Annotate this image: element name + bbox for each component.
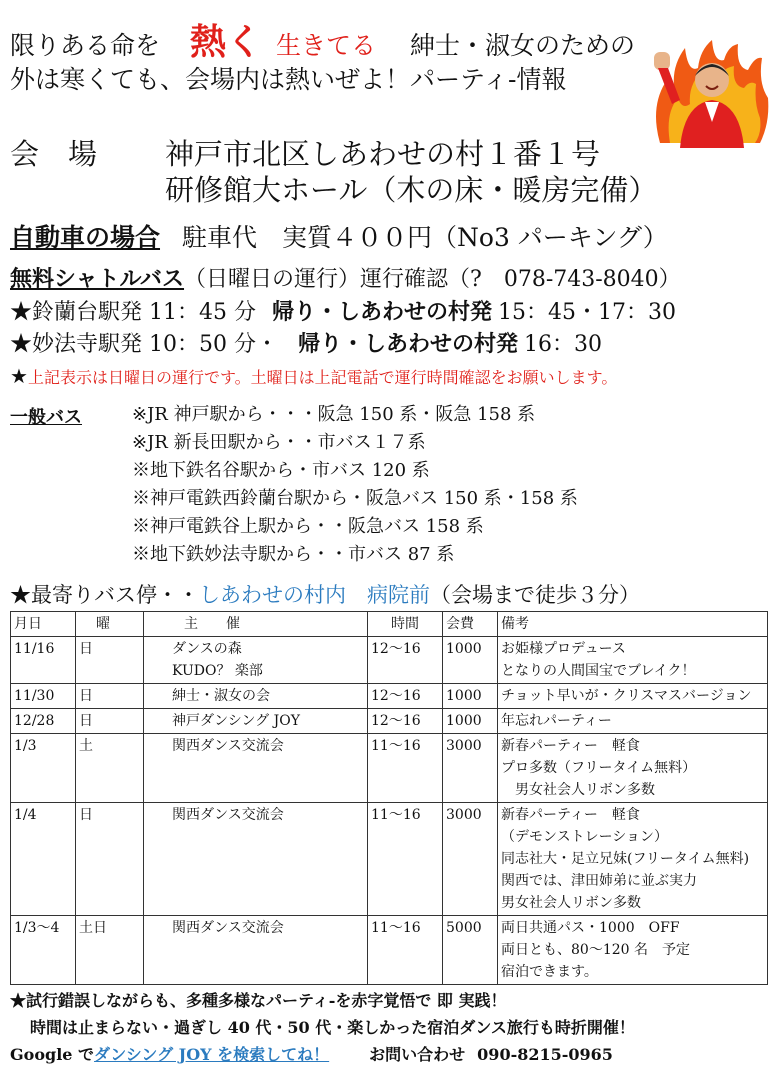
google-search-link[interactable]: ダンシング JOY を検索してね！ [94,1045,330,1064]
row-date: 1/3～4 [11,916,76,985]
row-date: 11/30 [11,684,76,709]
row-date: 1/4 [11,803,76,916]
header-notes: 備考 [498,612,768,637]
row-organizer [144,803,368,916]
table-row [11,916,768,985]
row-fee: 1000 [443,709,498,734]
row-time: 12～16 [368,709,443,734]
table-row [11,803,768,916]
bus-label: 一般バス [10,407,82,428]
table-row [11,684,768,709]
row-organizer [144,637,368,684]
bus-route: ※神戸電鉄西鈴蘭台駅から・阪急バス 150 系・158 系 [132,488,578,509]
row-day: 日 [76,709,144,734]
shuttle-label: 無料シャトルバス [10,266,185,292]
row-fee: 1000 [443,684,498,709]
header-organizer: 主 催 [144,612,368,637]
row-time: 11～16 [368,803,443,916]
organizer-line: 関西ダンス交流会 [172,920,284,936]
row-fee: 3000 [443,803,498,916]
shuttle-route-1-return: 帰り・しあわせの村発 [271,299,492,325]
row-time: 11～16 [368,916,443,985]
shuttle-route-2-return: 帰り・しあわせの村発 [297,331,518,357]
table-row [11,709,768,734]
note-line: お姫様プロデュース [501,641,626,657]
note-line: となりの人間国宝でブレイク！ [501,663,696,679]
contact-phone[interactable]: 090-8215-0965 [477,1045,613,1064]
row-day: 日 [76,684,144,709]
organizer-line: 紳士・淑女の会 [172,688,270,704]
header-time: 時間 [368,612,443,637]
bus-route: ※神戸電鉄谷上駅から・・阪急バス 158 系 [132,516,484,537]
note-line: 関西では、津田姉弟に並ぶ実力 [501,873,697,889]
footer-line-3 [10,1042,613,1065]
fire-mascot-icon [650,38,770,148]
row-fee: 3000 [443,734,498,803]
car-label: 自動車の場合 [10,223,161,252]
organizer-line: 関西ダンス交流会 [172,738,284,754]
row-date: 11/16 [11,637,76,684]
venue-hall: 研修館大ホール（木の床・暖房完備） [165,173,658,207]
contact-label: お問い合わせ [369,1045,466,1064]
table-row [11,734,768,803]
header-line-2: 外は寒くても、会場内は熱いぜよ！パーティ-情報 [10,65,567,94]
header-date: 月日 [11,612,76,637]
nearest-stop-prefix: ★最寄りバス停・・ [10,583,199,607]
note-line: 新春パーティー 軽食 [501,738,640,754]
nearest-stop [10,579,640,609]
note-line: 両日共通パス・1000 OFF [501,920,680,936]
table-header-row [11,612,768,637]
shuttle-route-2-times: 16：30 [524,332,602,357]
header-day: 曜 [76,612,144,637]
header-fee: 会費 [443,612,498,637]
header-text-1: 限りある命を [10,31,161,60]
organizer-line: 関西ダンス交流会 [172,807,284,823]
row-notes [498,637,768,684]
row-date: 12/28 [11,709,76,734]
car-text: 駐車代 実質４００円（No3 パーキング） [182,223,668,252]
note-line: 同志社大・足立兄妹(フリータイム無料) [501,851,750,867]
row-time: 12～16 [368,684,443,709]
footer-line-1: ★試行錯誤しながらも、多種多様なパーティ-を赤字覚悟で 即 実践！ [10,991,507,1010]
row-notes [498,916,768,985]
row-fee: 1000 [443,637,498,684]
nearest-stop-name: しあわせの村内 病院前 [199,583,430,607]
row-day: 土 [76,734,144,803]
shuttle-route-1-depart: ★鈴蘭台駅発 11：45 分 [10,300,256,325]
nearest-stop-suffix: （会場まで徒歩３分） [430,583,640,607]
note-line: 男女社会人リボン多数 [501,782,655,798]
bus-route: ※JR 新長田駅から・・市バス１７系 [132,432,426,453]
note-line: 両日とも、80～120 名 予定 [501,942,690,958]
table-row [11,637,768,684]
row-organizer [144,916,368,985]
bus-route: ※JR 神戸駅から・・・阪急 150 系・阪急 158 系 [132,404,536,425]
row-fee: 5000 [443,916,498,985]
row-date: 1/3 [11,734,76,803]
row-organizer [144,684,368,709]
row-day: 日 [76,803,144,916]
car-info [10,218,668,254]
row-organizer [144,734,368,803]
shuttle-note: （日曜日の運行）運行確認（? 078-743-8040） [184,267,681,292]
shuttle-route-2 [10,327,602,358]
shuttle-route-1-times: 15：45・17：30 [498,300,676,325]
row-notes [498,684,768,709]
note-line: 宿泊できます。 [501,964,598,980]
note-line: プロ多数（フリータイム無料） [501,760,697,776]
shuttle-header [10,262,681,293]
note-line: 年忘れパーティー [501,713,612,729]
bus-route: ※地下鉄名谷駅から・市バス 120 系 [132,460,430,481]
organizer-line: KUDO？ 楽部 [172,663,263,679]
warning-text: 上記表示は日曜日の運行です。土曜日は上記電話で運行時間確認をお願いします。 [27,368,618,387]
row-day: 日 [76,637,144,684]
row-notes [498,803,768,916]
note-line: チョット早いが・クリスマスバージョン [501,688,752,704]
row-notes [498,709,768,734]
venue-label: 会 場 [10,137,98,171]
row-time: 11～16 [368,734,443,803]
shuttle-route-1 [10,295,676,326]
row-time: 12～16 [368,637,443,684]
bus-route: ※地下鉄妙法寺駅から・・市バス 87 系 [132,544,455,565]
row-day: 土日 [76,916,144,985]
organizer-line: 神戸ダンシング JOY [172,713,300,729]
organizer-line: ダンスの森 [172,641,242,657]
shuttle-route-2-depart: ★妙法寺駅発 10：50 分・ [10,332,278,357]
header-text-3: 紳士・淑女のための [410,31,636,60]
header-line-1 [10,14,635,65]
footer-line-2: 時間は止まらない・過ぎし 40 代・50 代・楽しかった宿泊ダンス旅行も時折開催！ [30,1018,635,1037]
header-hot: 熱く [190,21,263,63]
venue-address: 神戸市北区しあわせの村１番１号 [165,137,601,171]
warning-star: ★ [10,364,28,388]
google-prefix: Google で [10,1045,95,1064]
row-notes [498,734,768,803]
header-text-live: 生きてる [276,31,377,60]
row-organizer [144,709,368,734]
note-line: （デモンストレーション） [501,829,669,845]
note-line: 男女社会人リボン多数 [501,895,641,911]
note-line: 新春パーティー 軽食 [501,807,640,823]
schedule-table [10,611,768,985]
shuttle-warning [10,364,617,388]
